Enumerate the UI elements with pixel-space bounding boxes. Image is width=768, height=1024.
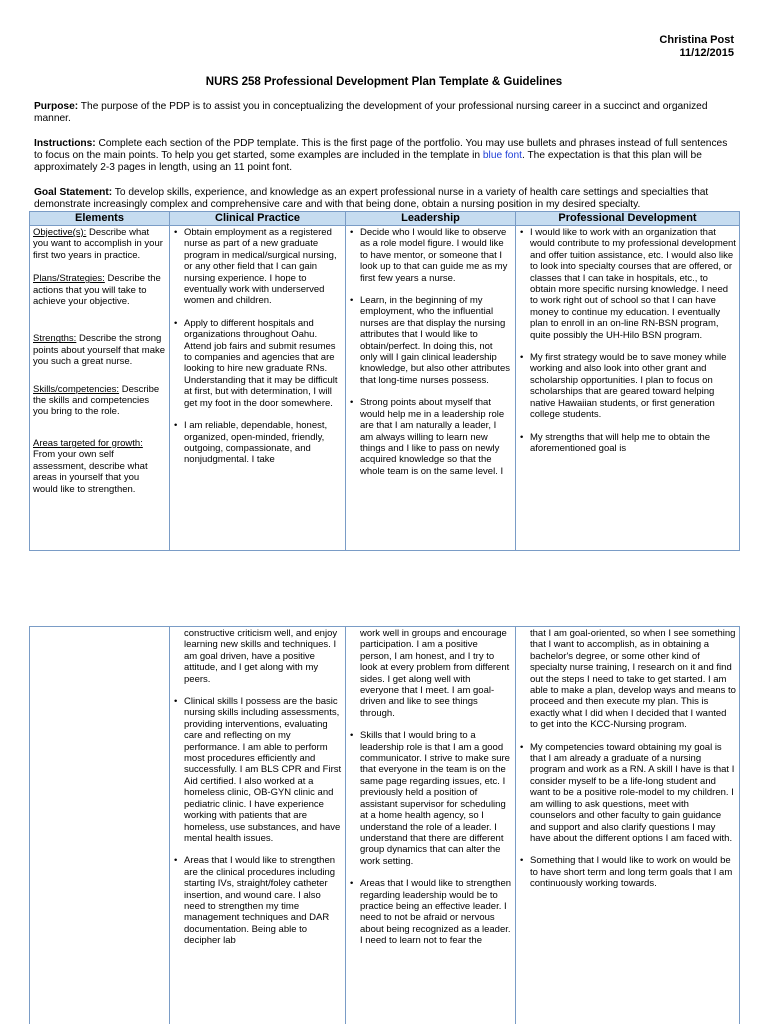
element-strengths: Strengths: Describe the strong points about yourself that make you such a great nurse. [33,333,166,368]
page-gap [0,560,768,626]
list-item: • My first strategy would be to save money while working and also look into other grant and scholarship opportunities. I plan to focus on scholarships that are geared toward helping native Hawaiian students, or first generation college students. [519,352,736,420]
element-objectives: Objective(s): Describe what you want to accomplish in your first two years in practice. [33,227,163,261]
pdp-table-page-2 [29,626,740,1024]
list-item: • My strengths that will help me to obtain the aforementioned goal is [519,432,736,455]
element-skills: Skills/competencies: Describe the skills and competencies you bring to the role. [33,383,160,418]
instructions-label: Instructions: [34,138,96,149]
author-date: 11/12/2015 [679,47,734,59]
instructions-text: Complete each section of the PDP template. This is the first page of the portfolio. You may use bullets and phrases instead of full sentences to focus on the main points. To help you get started, some examples are included in the template in [34,138,728,161]
list-item: • Skills that I would bring to a leadership role is that I am a good communicator. I strive to make sure that everyone in the team is on the same page regarding issues, etc. I previously held a position of assistant supervisor for scheduling at a home health agency, so I understand the role of a leader. I understand that there are different group dynamics that can alter the work setting. [349,730,512,867]
leadership-cell-continued [346,627,516,1024]
table-row [30,226,740,551]
professional-development-cell-continued [516,627,740,1024]
list-item: • Strong points about myself that would help me in a leadership role are that I am naturally a leader, I am always willing to learn new things and I like to pass on newly acquired knowledge so that the whole team is on the same level. I [349,397,512,477]
purpose-paragraph [34,101,736,125]
elements-cell-continued [30,627,170,1024]
goal-label: Goal Statement: [34,187,113,198]
header-clinical-practice: Clinical Practice [170,212,346,226]
list-item: • Something that I would like to work on would be to have short term and long term goals that I am continuously working towards. [519,855,736,889]
element-plans: Plans/Strategies: Describe the actions that you will take to achieve your objective. [33,273,161,308]
list-item: • Clinical skills I possess are the basic nursing skills including assessments, providing interventions, evaluating care and reflecting on my performance. I am able to perform most procedures efficiently and successfully. I am BLS CPR and First Aid certified. I also worked at a homeless clinic, OB-GYN clinic and pediatric clinic. I have experience working with patients that are homeless, use substances, and have mental health issues. [173,696,342,844]
document-title: NURS 258 Professional Development Plan Template & Guidelines [205,76,563,88]
document-page-2 [0,626,768,1024]
elements-cell [30,226,170,551]
goal-statement-paragraph [34,187,736,211]
header-professional-development: Professional Development [516,212,740,226]
list-item: • Decide who I would like to observe as a role model figure. I would like to have mentor, or someone that I look up to that can guide me as my first few years a nurse. [349,227,512,284]
table-row [30,627,740,1024]
header-elements: Elements [30,212,170,226]
element-growth: Areas targeted for growth: From your own self assessment, describe what areas in yourself that you would like to strengthen. [33,437,148,495]
leadership-cell [346,226,516,551]
list-item: • I would like to work with an organization that would contribute to my professional development and offer tuition assistance, etc. I would also like to look into specialty courses that are offered, or classes that I can take in hospitals, etc., to obtain more specific nursing knowledge. I need to work right out of school so that I can have money to continue my education. I eventually plan to enroll in an on-line RN-BSN program, quite possibly the UH-Hilo BSN program. [519,227,736,341]
list-item: • Obtain employment as a registered nurse as part of a new graduate program in medical/surgical nursing, or any other field that I can gain nursing experience. I hope to eventually work with underserved women and children. [173,227,342,307]
list-item: that I am goal-oriented, so when I see something that I want to accomplish, as in obtaining a bachelor's degree, or some other kind of specialty nurse training, I research on it and find out the steps I need to take to get started. I am able to make a plan, develop ways and means to proceed and then execute my plan. This is exactly what I did when I decided that I wanted to get into the KCC-Nursing program. [530,628,736,731]
list-item: • Areas that I would like to strengthen are the clinical procedures including starting IVs, straight/foley catheter insertion, and wound care. I also need to strengthen my time management techniques and DAR documentation. Being able to decipher lab [173,855,342,946]
purpose-text: The purpose of the PDP is to assist you in conceptualizing the development of your professional nursing career in a succinct and organized manner. [34,101,708,124]
list-item: • My competencies toward obtaining my goal is that I am already a graduate of a nursing program and work as a RN. A skill I have is that I consider myself to be a life-long student and want to be a positive role-model to my children. I am willing to ask questions, meet with counselors and other faculty to gain guidance and support and also clarify questions I may have about the different options I am faced with. [519,742,736,845]
list-item: • Apply to different hospitals and organizations throughout Oahu. Attend job fairs and submit resumes to companies and agencies that are looking to hire new graduate RNs. Understanding that it may be difficult at first, but with determination, I will get my foot in the door somewhere. [173,318,342,409]
goal-text: To develop skills, experience, and knowledge as an expert professional nurse in a variety of health care settings and specialties that demonstrate increasingly complex and comprehensive care and with that being done, obtain a nursing position in my desired specialty. [34,187,709,210]
author-header [659,34,734,60]
instructions-paragraph [34,138,736,174]
list-item: • I am reliable, dependable, honest, organized, open-minded, friendly, outgoing, compassionate, and nonjudgmental. I take [173,420,342,466]
pdp-table-page-1 [29,211,740,551]
blue-font-sample: blue font [482,150,522,161]
table-header-row [30,212,740,226]
author-name: Christina Post [659,34,734,46]
list-item: • Areas that I would like to strengthen regarding leadership would be to practice being an effective leader. I need to not be afraid or nervous about being recognized as a leader. I need to learn not to fear the [349,878,512,946]
list-item: work well in groups and encourage participation. I am a positive person, I am honest, and I try to look at every problem from different sides. I get along well with everyone that I meet. I am goal-driven and like to see things through. [360,628,510,719]
professional-development-cell [516,226,740,551]
header-leadership: Leadership [346,212,516,226]
list-item: • Learn, in the beginning of my employment, who the influential nurses are that display the nursing attributes that I would like to obtain/perfect. In doing this, not only will I gain clinical leadership knowledge, but also other attributes that long-time nurses possess. [349,295,512,386]
list-item: constructive criticism well, and enjoy learning new skills and techniques. I am goal driven, have a positive attitude, and I get along with my peers. [184,628,338,685]
purpose-label: Purpose: [34,101,79,112]
instructions-text-end: . The expectation is that this plan will be approximately 2-3 pages in length, using an 11 point font. [34,150,702,173]
clinical-practice-cell [170,226,346,551]
clinical-practice-cell-continued [170,627,346,1024]
